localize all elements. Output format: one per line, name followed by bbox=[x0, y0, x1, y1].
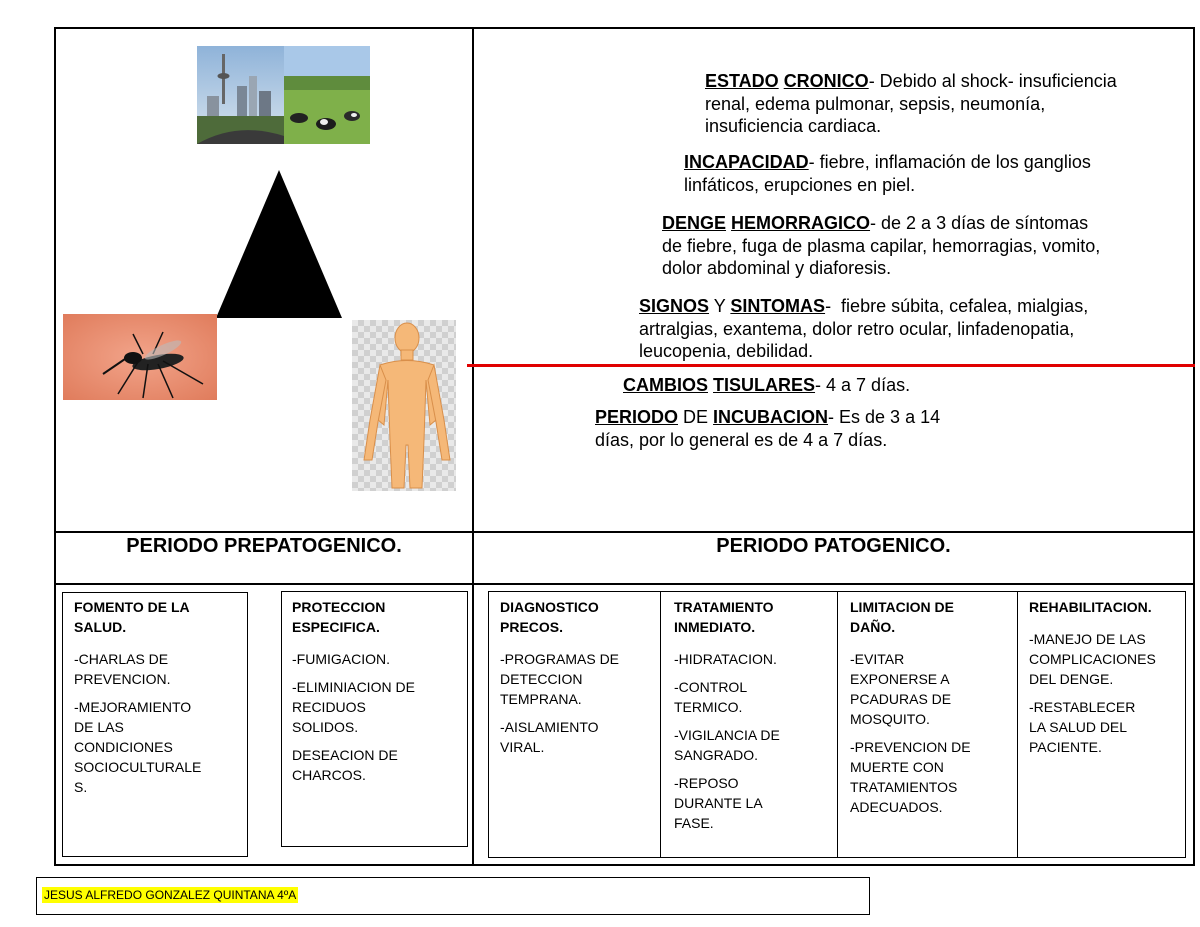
mosquito-image bbox=[63, 314, 217, 400]
stage-cambios-tisulares bbox=[623, 374, 910, 397]
separator: Y bbox=[709, 296, 731, 316]
keyword: ESTADO bbox=[705, 71, 779, 91]
keyword: PERIODO bbox=[595, 407, 679, 427]
separator: DE bbox=[678, 407, 714, 427]
box-item: -CONTROL TERMICO. bbox=[674, 679, 748, 715]
stage-periodo-incubacion bbox=[595, 406, 940, 451]
box-title: LIMITACION DE bbox=[850, 599, 954, 615]
keyword: INCAPACIDAD bbox=[684, 152, 809, 172]
box-title: INMEDIATO. bbox=[674, 619, 756, 635]
box-title: TRATAMIENTO bbox=[674, 599, 774, 615]
stage-line: renal, edema pulmonar, sepsis, neumonía, bbox=[705, 93, 1046, 114]
stage-line: de fiebre, fuga de plasma capilar, hemorragias, vomito, bbox=[662, 235, 1101, 256]
stage-line: artralgias, exantema, dolor retro ocular, linfadenopatia, bbox=[639, 318, 1075, 339]
box-divider bbox=[837, 591, 838, 858]
stage-text: - fiebre súbita, cefalea, mialgias, bbox=[825, 296, 1089, 316]
stage-text: - de 2 a 3 días de síntomas bbox=[870, 213, 1089, 233]
stage-line: linfáticos, erupciones en piel. bbox=[684, 174, 916, 195]
row-divider-bottom bbox=[54, 583, 1195, 585]
box-divider bbox=[660, 591, 661, 858]
cows-field-image bbox=[284, 46, 370, 144]
keyword: TISULARES bbox=[713, 375, 816, 395]
stage-line: insuficiencia cardiaca. bbox=[705, 116, 882, 136]
box-item: -CHARLAS DE PREVENCION. bbox=[74, 651, 171, 687]
box-title: PROTECCION bbox=[292, 599, 386, 615]
box-item: -REPOSO DURANTE LA FASE. bbox=[674, 775, 763, 831]
box-item: -FUMIGACION. bbox=[292, 651, 390, 667]
box-content-tratamiento bbox=[674, 597, 834, 841]
stage-line: días, por lo general es de 4 a 7 días. bbox=[595, 429, 888, 450]
triad-triangle bbox=[214, 170, 344, 320]
keyword: SINTOMAS bbox=[730, 296, 826, 316]
stage-denge-hemorragico bbox=[662, 212, 1100, 280]
box-title: ESPECIFICA. bbox=[292, 619, 380, 635]
vertical-divider bbox=[472, 27, 474, 866]
stage-text: - fiebre, inflamación de los ganglios bbox=[808, 152, 1091, 172]
box-item: -PROGRAMAS DE DETECCION TEMPRANA. bbox=[500, 651, 620, 707]
row-divider-top bbox=[54, 531, 1195, 533]
box-content-limitacion bbox=[850, 597, 1014, 825]
box-item: -EVITAR EXPONERSE A PCADURAS DE MOSQUITO. bbox=[850, 651, 952, 727]
keyword: HEMORRAGICO bbox=[731, 213, 871, 233]
box-content-diagnostico bbox=[500, 597, 658, 765]
box-divider bbox=[1017, 591, 1018, 858]
keyword: DENGE bbox=[662, 213, 727, 233]
author-name: JESUS ALFREDO GONZALEZ QUINTANA 4ºA bbox=[44, 888, 297, 902]
stage-line: dolor abdominal y diaforesis. bbox=[662, 258, 892, 278]
box-item: -MEJORAMIENTO DE LAS CONDICIONES SOCIOCULTURALE S. bbox=[74, 699, 202, 795]
box-content-rehabilitacion bbox=[1029, 597, 1189, 765]
box-title: PRECOS. bbox=[500, 619, 564, 635]
box-item: -HIDRATACION. bbox=[674, 651, 777, 667]
stage-signos-sintomas bbox=[639, 295, 1088, 363]
stage-text: - Debido al shock- insuficiencia bbox=[868, 71, 1117, 91]
keyword: CAMBIOS bbox=[623, 375, 708, 395]
box-title: SALUD. bbox=[74, 619, 127, 635]
box-title: DAÑO. bbox=[850, 619, 896, 635]
box-title: REHABILITACION. bbox=[1029, 599, 1152, 615]
human-body-image bbox=[352, 320, 456, 491]
box-title: FOMENTO DE LA bbox=[74, 599, 190, 615]
box-item: DESEACION DE CHARCOS. bbox=[292, 747, 398, 783]
box-content-proteccion bbox=[292, 597, 464, 793]
header-patogenic: PERIODO PATOGENICO. bbox=[716, 535, 951, 557]
stage-incapacidad bbox=[684, 151, 1091, 196]
stage-line: leucopenia, debilidad. bbox=[639, 341, 814, 361]
keyword: CRONICO bbox=[783, 71, 869, 91]
box-title: DIAGNOSTICO bbox=[500, 599, 599, 615]
stage-estado-cronico bbox=[705, 70, 1117, 138]
stage-text: - Es de 3 a 14 bbox=[828, 407, 941, 427]
box-item: -AISLAMIENTO VIRAL. bbox=[500, 719, 599, 755]
keyword: INCUBACION bbox=[713, 407, 829, 427]
box-item: -PREVENCION DE MUERTE CON TRATAMIENTOS ADECUADOS. bbox=[850, 739, 971, 815]
box-item: -ELIMINIACION DE RECIDUOS SOLIDOS. bbox=[292, 679, 415, 735]
keyword: SIGNOS bbox=[639, 296, 710, 316]
city-image bbox=[197, 46, 284, 144]
box-item: -MANEJO DE LAS COMPLICACIONES DEL DENGE. bbox=[1029, 631, 1156, 687]
box-item: -RESTABLECER LA SALUD DEL PACIENTE. bbox=[1029, 699, 1136, 755]
stage-text: - 4 a 7 días. bbox=[815, 375, 911, 395]
clinical-horizon-line bbox=[467, 364, 1195, 367]
box-item: -VIGILANCIA DE SANGRADO. bbox=[674, 727, 780, 763]
header-prepatogenic: PERIODO PREPATOGENICO. bbox=[126, 535, 402, 557]
box-content-fomento bbox=[74, 597, 246, 805]
